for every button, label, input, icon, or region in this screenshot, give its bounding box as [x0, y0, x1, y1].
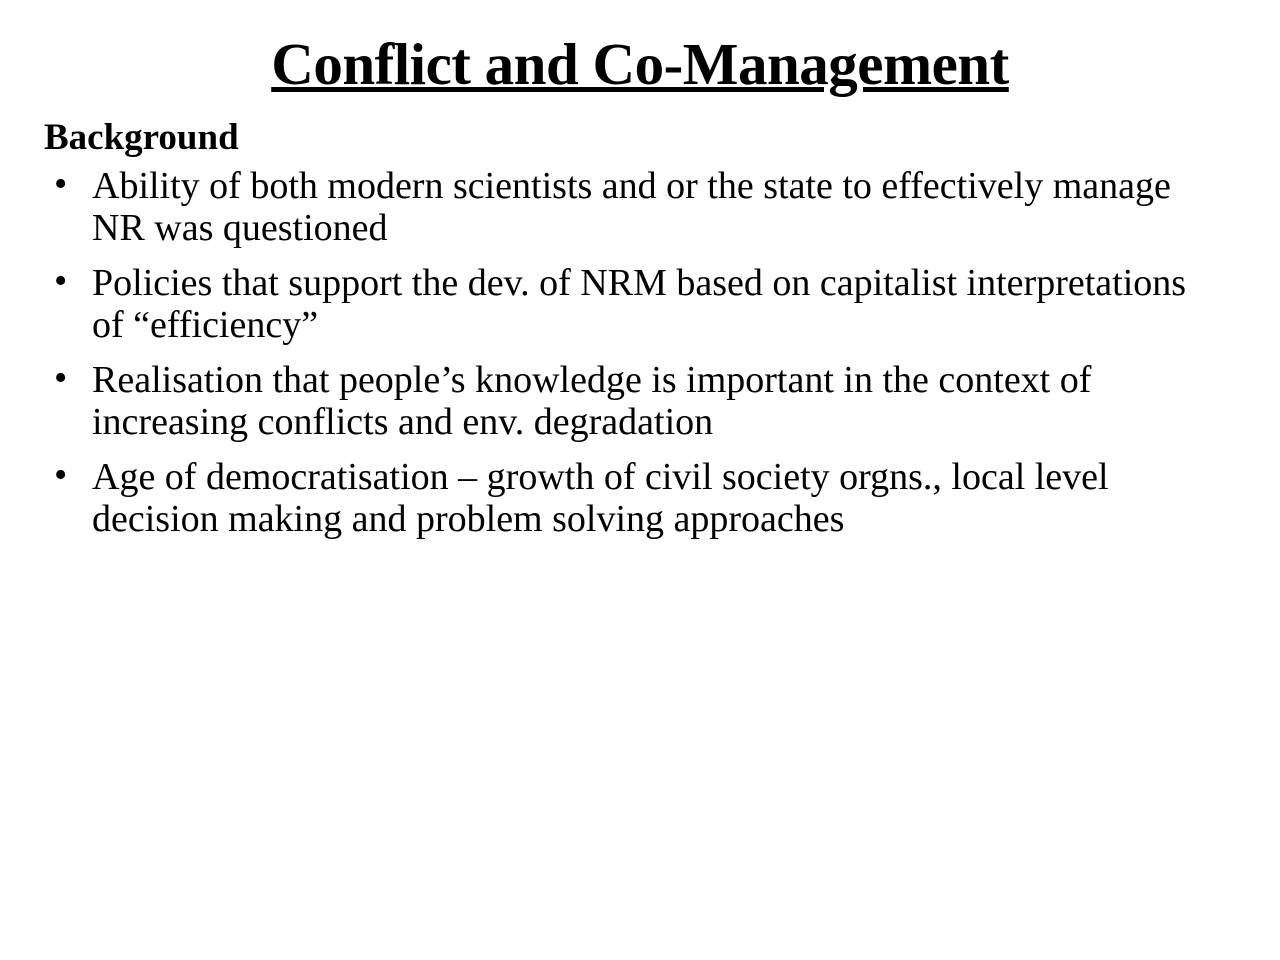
list-item: • Policies that support the dev. of NRM based on capitalist interpretations of “efficiency”	[40, 262, 1240, 347]
list-item: • Age of democratisation – growth of civil society orgns., local level decision making and problem solving approaches	[40, 456, 1240, 541]
page-title: Conflict and Co-Management	[271, 31, 1009, 97]
bullet-list	[40, 165, 1240, 541]
list-item: • Realisation that people’s knowledge is important in the context of increasing conflicts and env. degradation	[40, 359, 1240, 444]
section-heading-background: Background	[44, 116, 239, 158]
list-item: • Ability of both modern scientists and or the state to effectively manage NR was questioned	[40, 165, 1240, 250]
